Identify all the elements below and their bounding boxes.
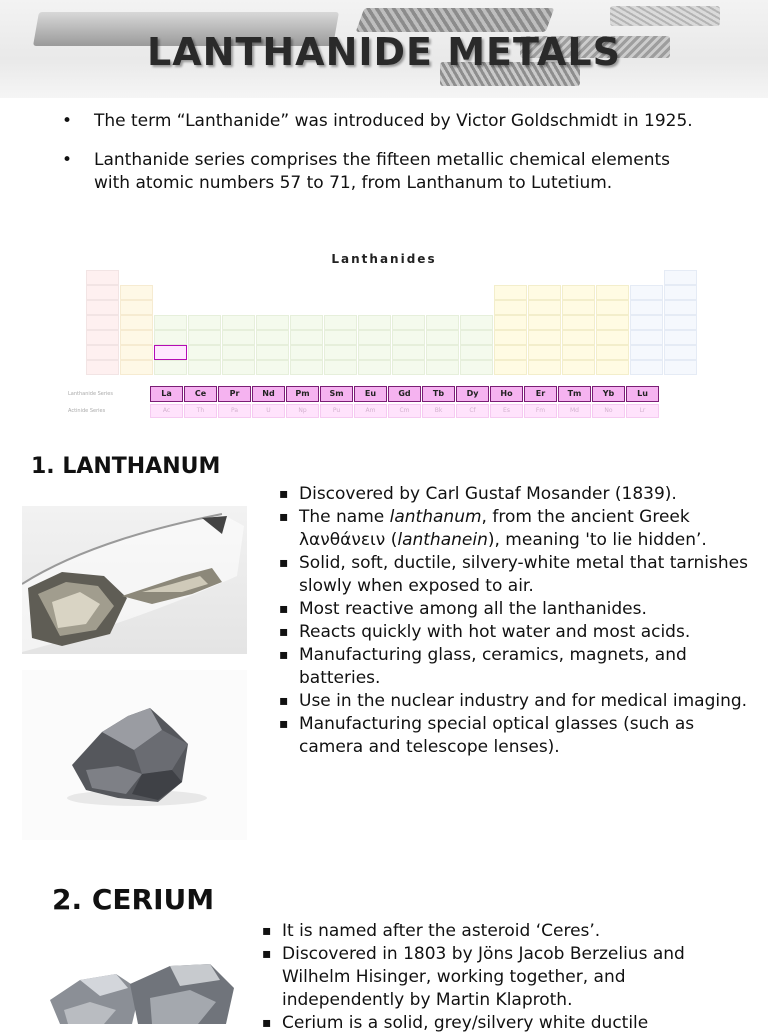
element-cell [494, 345, 527, 360]
element-cell [256, 330, 289, 345]
element-cell [86, 315, 119, 330]
element-cell [154, 315, 187, 330]
list-item: ▪ It is named after the asteroid ‘Ceres’. [262, 920, 732, 943]
element-cell [528, 315, 561, 330]
element-cell [120, 345, 153, 360]
element-cell [86, 300, 119, 315]
intro-list [62, 110, 702, 211]
cerium-photo [20, 940, 250, 1024]
element-cell [596, 360, 629, 375]
actinide-element-cell: U [252, 404, 285, 418]
actinide-element-cell: Cm [388, 404, 421, 418]
element-cell [222, 345, 255, 360]
lanthanide-element-cell: Yb [592, 386, 625, 402]
element-cell [664, 285, 697, 300]
lanthanum-chunk-photo [22, 670, 247, 840]
element-cell [86, 360, 119, 375]
element-cell [596, 345, 629, 360]
list-item: ▪ Discovered in 1803 by Jöns Jacob Berzelius and Wilhelm Hisinger, working together, and independently by Martin Klaproth. [262, 943, 732, 1012]
lanthanide-element-cell: Pr [218, 386, 251, 402]
element-cell [664, 360, 697, 375]
element-cell [562, 360, 595, 375]
element-cell [188, 330, 221, 345]
element-cell [188, 360, 221, 375]
element-cell [494, 315, 527, 330]
element-cell [222, 330, 255, 345]
element-cell [392, 330, 425, 345]
element-cell [528, 285, 561, 300]
element-cell [664, 270, 697, 285]
cerium-heading: 2. CERIUM [52, 883, 215, 916]
actinide-element-cell: No [592, 404, 625, 418]
element-cell [222, 315, 255, 330]
lanthanide-element-cell: Dy [456, 386, 489, 402]
element-cell [324, 315, 357, 330]
element-cell [460, 345, 493, 360]
metal-foam-image [610, 6, 720, 26]
element-cell [120, 300, 153, 315]
element-cell [426, 360, 459, 375]
cerium-facts-list [262, 920, 732, 1035]
element-cell [630, 345, 663, 360]
element-cell [562, 330, 595, 345]
element-cell [154, 345, 187, 360]
header-banner [0, 0, 768, 98]
actinide-element-cell: Ac [150, 404, 183, 418]
element-cell [290, 315, 323, 330]
actinide-element-cell: Lr [626, 404, 659, 418]
element-cell [528, 330, 561, 345]
actinide-element-cell: Bk [422, 404, 455, 418]
periodic-table-grid [86, 270, 702, 382]
element-cell [290, 345, 323, 360]
lanthanide-element-cell: Gd [388, 386, 421, 402]
lanthanide-element-cell: Ce [184, 386, 217, 402]
list-item: ▪ Reacts quickly with hot water and most acids. [279, 621, 751, 644]
lanthanide-series-label: Lanthanide Series [68, 391, 113, 397]
element-cell [596, 285, 629, 300]
element-cell [562, 300, 595, 315]
element-cell [630, 300, 663, 315]
element-cell [494, 360, 527, 375]
element-cell [494, 285, 527, 300]
element-cell [188, 345, 221, 360]
intro-bullet: • The term “Lanthanide” was introduced by Victor Goldschmidt in 1925. [62, 110, 702, 133]
element-cell [222, 360, 255, 375]
element-cell [86, 330, 119, 345]
lanthanide-element-cell: Tb [422, 386, 455, 402]
element-cell [664, 345, 697, 360]
lanthanide-element-cell: Nd [252, 386, 285, 402]
actinide-series-label: Actinide Series [68, 408, 106, 414]
lanthanide-element-cell: Lu [626, 386, 659, 402]
element-cell [188, 315, 221, 330]
lanthanide-element-cell: Er [524, 386, 557, 402]
element-cell [392, 345, 425, 360]
element-cell [358, 345, 391, 360]
element-cell [86, 285, 119, 300]
lanthanide-element-cell: Tm [558, 386, 591, 402]
element-cell [120, 360, 153, 375]
element-cell [596, 315, 629, 330]
actinide-element-cell: Cf [456, 404, 489, 418]
actinide-element-cell: Th [184, 404, 217, 418]
element-cell [596, 300, 629, 315]
actinide-element-cell: Am [354, 404, 387, 418]
page-title: LANTHANIDE METALS [147, 30, 621, 74]
actinide-element-cell: Np [286, 404, 319, 418]
lanthanide-element-cell: La [150, 386, 183, 402]
element-cell [256, 315, 289, 330]
element-cell [630, 330, 663, 345]
element-cell [120, 285, 153, 300]
element-cell [358, 360, 391, 375]
element-cell [528, 300, 561, 315]
lanthanum-facts-list [279, 483, 751, 759]
element-cell [494, 330, 527, 345]
list-item: ▪ Solid, soft, ductile, silvery-white metal that tarnishes slowly when exposed to air. [279, 552, 751, 598]
actinide-element-cell: Es [490, 404, 523, 418]
element-cell [426, 330, 459, 345]
element-cell [562, 285, 595, 300]
element-cell [86, 345, 119, 360]
list-item: ▪ Discovered by Carl Gustaf Mosander (1839). [279, 483, 751, 506]
element-cell [664, 315, 697, 330]
element-cell [154, 360, 187, 375]
element-cell [630, 285, 663, 300]
element-cell [256, 345, 289, 360]
element-cell [290, 360, 323, 375]
element-cell [120, 330, 153, 345]
list-item: ▪ Most reactive among all the lanthanides. [279, 598, 751, 621]
lanthanide-element-cell: Pm [286, 386, 319, 402]
periodic-table-figure [64, 252, 704, 422]
lanthanum-vial-photo [22, 506, 247, 654]
element-cell [324, 360, 357, 375]
actinide-series-row [150, 404, 670, 418]
list-item: ▪ Manufacturing special optical glasses (such as camera and telescope lenses). [279, 713, 751, 759]
lanthanide-series-row [150, 386, 670, 402]
element-cell [392, 360, 425, 375]
list-item: ▪ Use in the nuclear industry and for medical imaging. [279, 690, 751, 713]
element-cell [630, 315, 663, 330]
element-cell [86, 270, 119, 285]
element-cell [664, 330, 697, 345]
element-cell [562, 315, 595, 330]
element-cell [528, 360, 561, 375]
list-item: ▪ The name lanthanum, from the ancient Greek λανθάνειν (lanthanein), meaning 'to lie hidden’. [279, 506, 751, 552]
element-cell [154, 330, 187, 345]
element-cell [596, 330, 629, 345]
element-cell [426, 315, 459, 330]
element-cell [256, 360, 289, 375]
element-cell [494, 300, 527, 315]
list-item: ▪ Manufacturing glass, ceramics, magnets, and batteries. [279, 644, 751, 690]
element-cell [324, 345, 357, 360]
actinide-element-cell: Pa [218, 404, 251, 418]
element-cell [562, 345, 595, 360]
element-cell [120, 315, 153, 330]
lanthanum-heading: 1. LANTHANUM [31, 454, 221, 479]
actinide-element-cell: Pu [320, 404, 353, 418]
actinide-element-cell: Fm [524, 404, 557, 418]
lanthanide-element-cell: Ho [490, 386, 523, 402]
element-cell [324, 330, 357, 345]
element-cell [460, 330, 493, 345]
element-cell [426, 345, 459, 360]
intro-bullet: • Lanthanide series comprises the fifteen metallic chemical elements with atomic numbers 57 to 71, from Lanthanum to Lutetium. [62, 149, 702, 195]
actinide-element-cell: Md [558, 404, 591, 418]
lanthanide-element-cell: Sm [320, 386, 353, 402]
list-item: ▪ Cerium is a solid, grey/silvery white ductile [262, 1012, 732, 1035]
element-cell [290, 330, 323, 345]
element-cell [460, 360, 493, 375]
lanthanide-element-cell: Eu [354, 386, 387, 402]
element-cell [358, 315, 391, 330]
element-cell [358, 330, 391, 345]
element-cell [392, 315, 425, 330]
element-cell [630, 360, 663, 375]
periodic-table-title: Lanthanides [331, 252, 437, 266]
element-cell [664, 300, 697, 315]
element-cell [460, 315, 493, 330]
metal-foam-image [356, 8, 555, 32]
element-cell [528, 345, 561, 360]
